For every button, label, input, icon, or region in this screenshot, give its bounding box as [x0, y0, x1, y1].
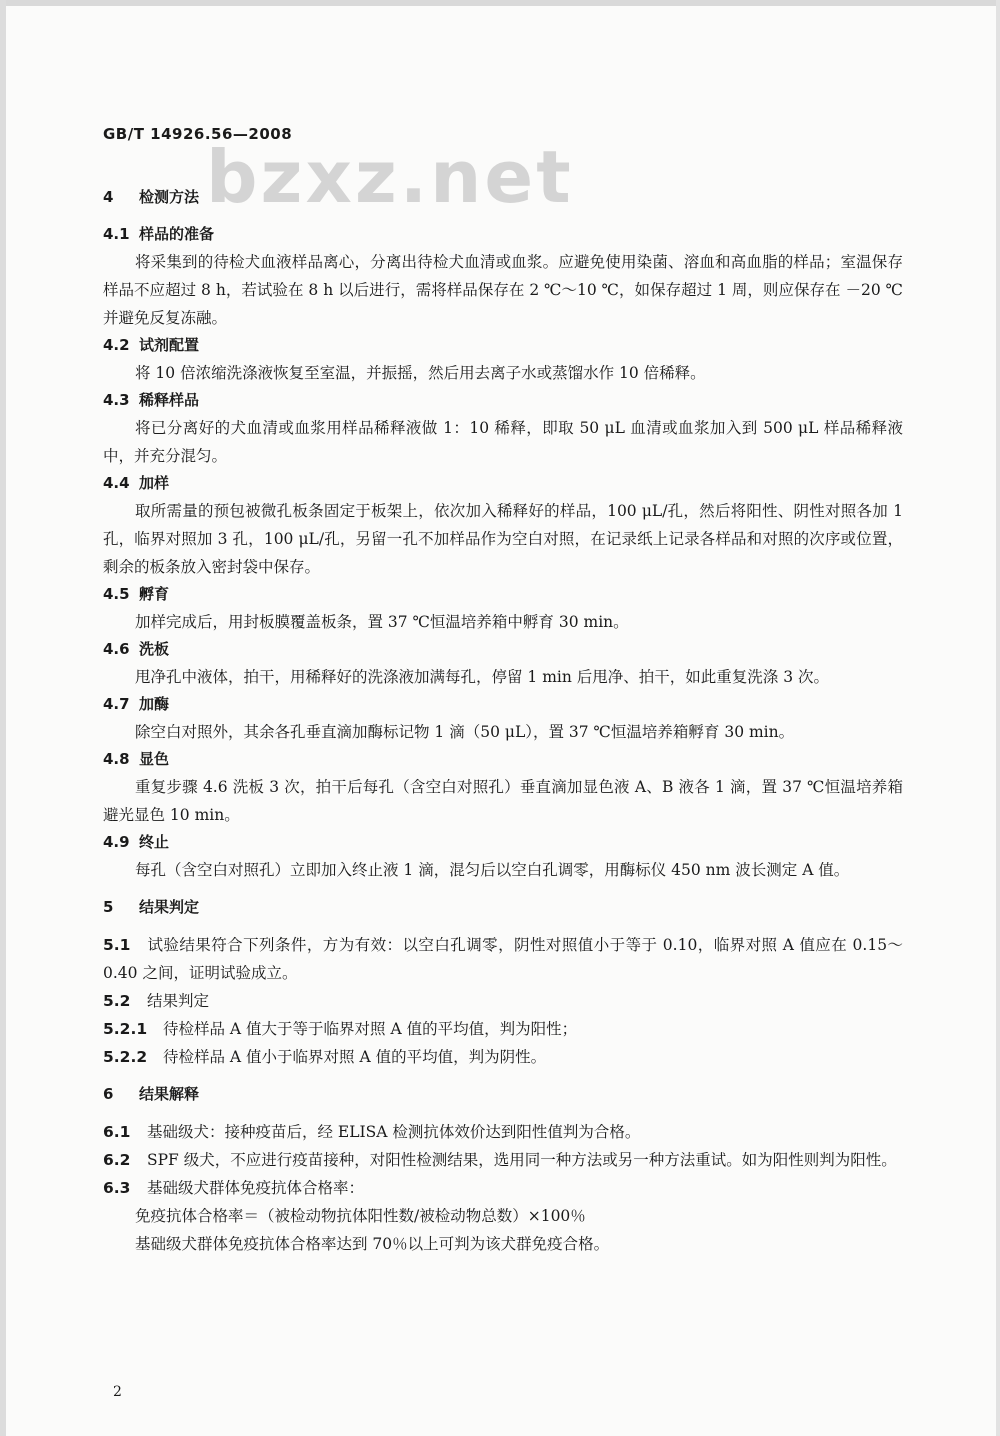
section-4-6-heading — [103, 636, 903, 663]
section-title: 加样 — [139, 474, 170, 492]
section-title: 结果判定 — [147, 992, 210, 1010]
section-5-2-2-item — [103, 1043, 903, 1071]
scan-edge-top — [0, 0, 1000, 6]
section-number: 6.1 — [103, 1123, 131, 1141]
section-4-4-heading — [103, 470, 903, 497]
section-number: 4.7 — [103, 695, 130, 713]
section-6-3-item — [103, 1174, 903, 1202]
section-6-heading — [103, 1081, 903, 1108]
section-title: 加酶 — [139, 695, 170, 713]
section-number: 4.5 — [103, 585, 130, 603]
section-4-7-text: 除空白对照外，其余各孔垂直滴加酶标记物 1 滴（50 μL），置 37 ℃恒温培养箱孵育 30 min。 — [135, 723, 795, 741]
section-4-2-text: 将 10 倍浓缩洗涤液恢复至室温，并振摇，然后用去离子水或蒸馏水作 10 倍稀释。 — [135, 364, 706, 382]
section-title: 样品的准备 — [139, 225, 215, 243]
section-number: 5.2.2 — [103, 1048, 148, 1066]
section-4-4-text: 取所需量的预包被微孔板条固定于板架上，依次加入稀释好的样品，100 μL/孔，然后将阳性、阴性对照各加 1 孔，临界对照加 3 孔，100 μL/孔，另留一孔不加样品作为空白对照，在记录纸上记录各样品和对照的次序或位置，剩余的板条放入密封袋中保存。 — [103, 502, 903, 576]
section-number: 5.2.1 — [103, 1020, 148, 1038]
section-text: 试验结果符合下列条件，方为有效：以空白孔调零，阴性对照值小于等于 0.10，临界对照 A 值应在 0.15～0.40 之间，证明试验成立。 — [103, 936, 903, 982]
standard-code: GB/T 14926.56—2008 — [103, 125, 293, 143]
section-number: 6.2 — [103, 1151, 131, 1169]
section-number: 4.2 — [103, 336, 130, 354]
section-title: 试剂配置 — [139, 336, 200, 354]
section-4-2-heading — [103, 332, 903, 359]
section-title: 结果解释 — [139, 1085, 200, 1103]
section-5-2-1-item — [103, 1015, 903, 1043]
section-number: 4.6 — [103, 640, 130, 658]
section-number: 4.8 — [103, 750, 130, 768]
section-5-heading — [103, 894, 903, 921]
section-text: 基础级犬：接种疫苗后，经 ELISA 检测抗体效价达到阳性值判为合格。 — [147, 1123, 641, 1141]
watermark: bzxz.net — [206, 135, 574, 219]
section-4-8-heading — [103, 746, 903, 773]
section-title: 显色 — [139, 750, 170, 768]
section-title: 终止 — [139, 833, 170, 851]
section-4-1-heading — [103, 221, 903, 248]
section-title: 结果判定 — [139, 898, 200, 916]
section-number: 4.1 — [103, 225, 130, 243]
section-title: 稀释样品 — [139, 391, 200, 409]
section-number: 6 — [103, 1085, 114, 1103]
pass-rate-criterion: 基础级犬群体免疫抗体合格率达到 70％以上可判为该犬群免疫合格。 — [135, 1235, 610, 1253]
page-number: 2 — [113, 1384, 122, 1400]
section-text: 待检样品 A 值小于临界对照 A 值的平均值，判为阴性。 — [163, 1048, 547, 1066]
section-4-3-heading — [103, 387, 903, 414]
section-number: 4.3 — [103, 391, 130, 409]
section-text: SPF 级犬，不应进行疫苗接种，对阳性检测结果，选用同一种方法或另一种方法重试。如为阳性则判为阳性。 — [147, 1151, 897, 1169]
section-4-7-heading — [103, 691, 903, 718]
section-number: 4.4 — [103, 474, 130, 492]
section-title: 检测方法 — [139, 188, 200, 206]
section-number: 6.3 — [103, 1179, 131, 1197]
pass-rate-formula: 免疫抗体合格率＝（被检动物抗体阳性数/被检动物总数）×100％ — [135, 1207, 586, 1225]
section-4-8-text: 重复步骤 4.6 洗板 3 次，拍干后每孔（含空白对照孔）垂直滴加显色液 A、B 液各 1 滴，置 37 ℃恒温培养箱避光显色 10 min。 — [103, 778, 903, 824]
section-5-1-item — [103, 931, 903, 987]
section-text: 待检样品 A 值大于等于临界对照 A 值的平均值，判为阳性； — [163, 1020, 578, 1038]
section-4-1-text: 将采集到的待检犬血液样品离心，分离出待检犬血清或血浆。应避免使用染菌、溶血和高血脂的样品；室温保存样品不应超过 8 h，若试验在 8 h 以后进行，需将样品保存在 2 ℃～10 ℃，如保存超过 1 周，则应保存在 －20 ℃并避免反复冻融。 — [103, 253, 903, 327]
section-number: 5.1 — [103, 936, 131, 954]
section-number: 4.9 — [103, 833, 130, 851]
document-body — [103, 184, 903, 1258]
section-5-2-heading — [103, 987, 903, 1015]
section-title: 洗板 — [139, 640, 170, 658]
section-text: 基础级犬群体免疫抗体合格率： — [147, 1179, 365, 1197]
section-4-heading — [103, 184, 903, 211]
section-4-6-text: 甩净孔中液体，拍干，用稀释好的洗涤液加满每孔，停留 1 min 后甩净、拍干，如此重复洗涤 3 次。 — [135, 668, 829, 686]
section-number: 5.2 — [103, 992, 131, 1010]
section-4-3-text: 将已分离好的犬血清或血浆用样品稀释液做 1：10 稀释，即取 50 μL 血清或血浆加入到 500 μL 样品稀释液中，并充分混匀。 — [103, 419, 903, 465]
section-number: 5 — [103, 898, 114, 916]
section-4-9-text: 每孔（含空白对照孔）立即加入终止液 1 滴，混匀后以空白孔调零，用酶标仪 450 nm 波长测定 A 值。 — [135, 861, 850, 879]
scan-edge-left — [0, 0, 6, 1436]
section-number: 4 — [103, 188, 114, 206]
section-6-1-item — [103, 1118, 903, 1146]
section-6-2-item — [103, 1146, 903, 1174]
section-title: 孵育 — [139, 585, 170, 603]
section-4-5-text: 加样完成后，用封板膜覆盖板条，置 37 ℃恒温培养箱中孵育 30 min。 — [135, 613, 629, 631]
section-4-9-heading — [103, 829, 903, 856]
section-4-5-heading — [103, 581, 903, 608]
scan-edge-right — [996, 0, 1000, 1436]
